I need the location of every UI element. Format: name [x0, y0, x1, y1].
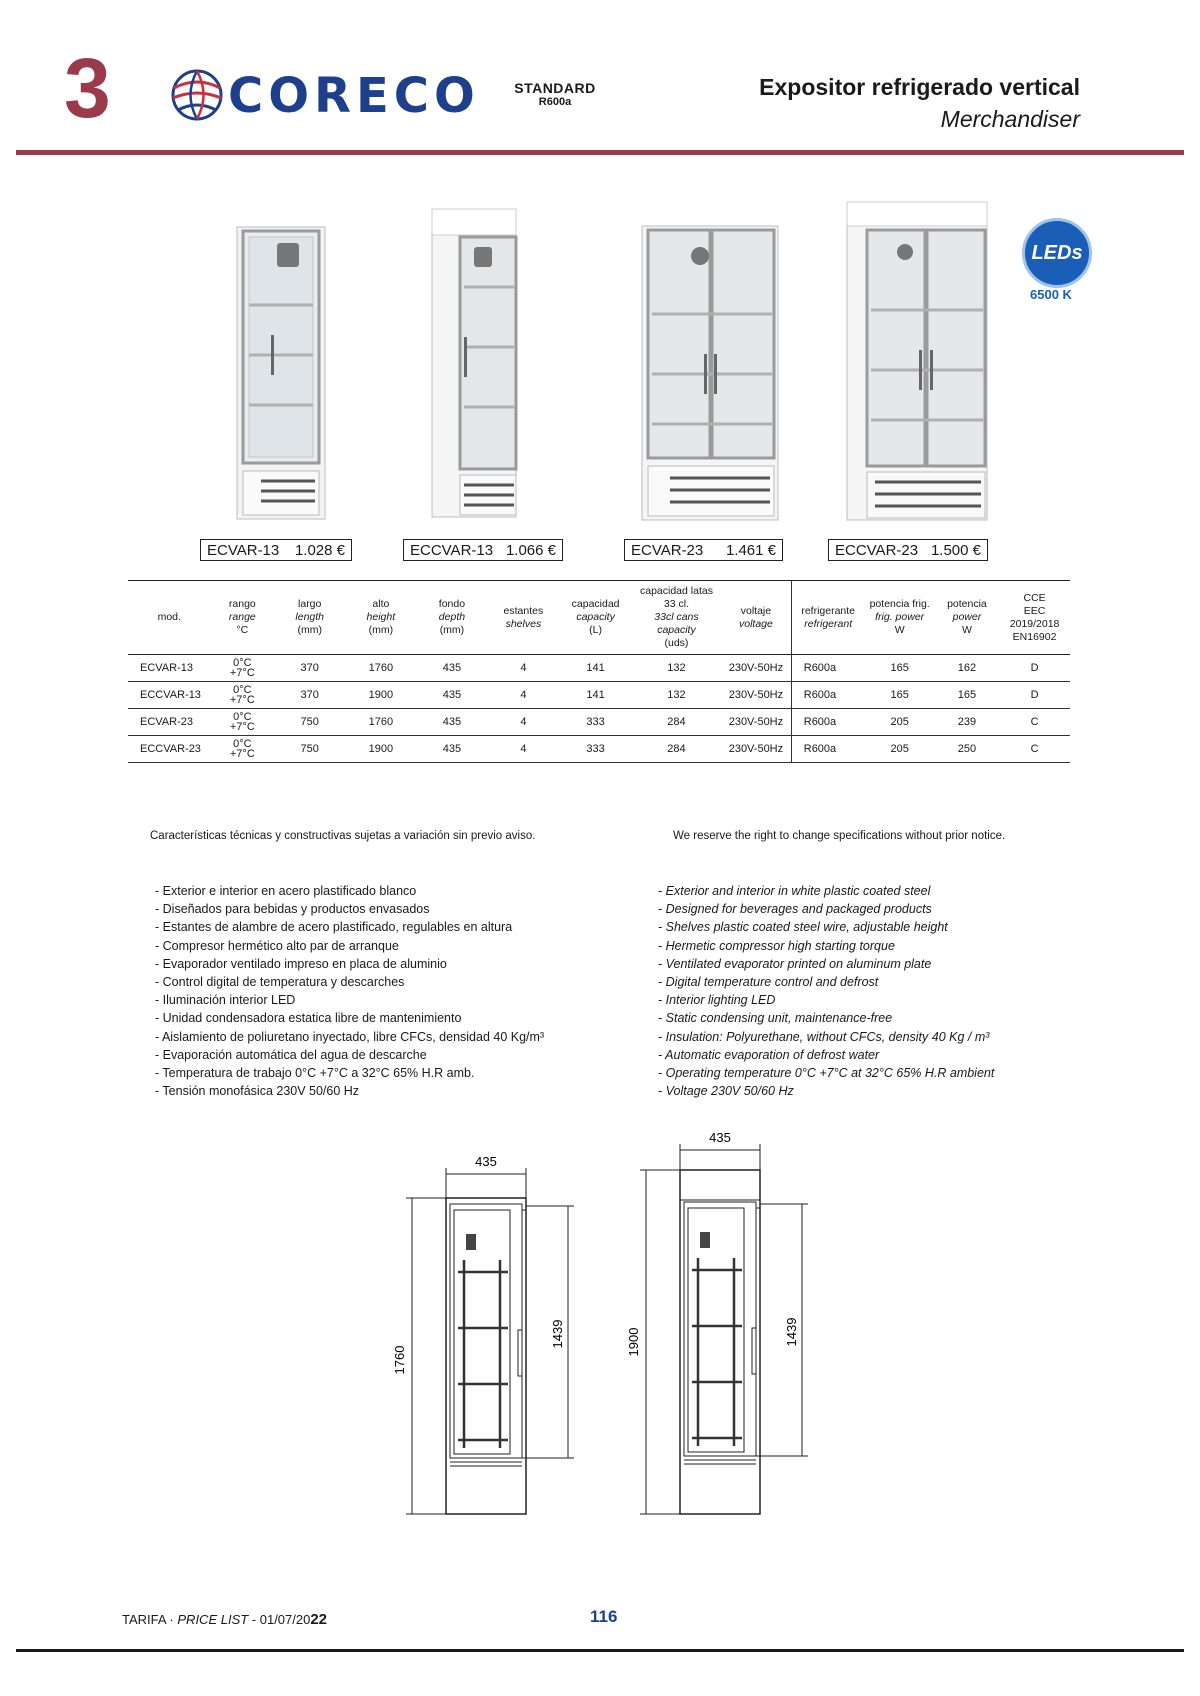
product-image-ecvar-23 — [640, 224, 782, 524]
list-item: - Interior lighting LED — [658, 993, 776, 1008]
dim-depth: 435 — [709, 1130, 731, 1145]
globe-logo-icon — [166, 66, 228, 124]
list-item: - Ventilated evaporator printed on aluminum plate — [658, 956, 932, 971]
dim-height: 1900 — [626, 1327, 641, 1357]
list-item: - Iluminación interior LED — [155, 993, 296, 1008]
list-item: - Hermetic compressor high starting torque — [658, 938, 895, 953]
header-divider — [16, 150, 1184, 155]
features-list-es — [155, 882, 544, 1100]
list-item: - Shelves plastic coated steel wire, adjustable height — [658, 920, 948, 935]
list-item: - Operating temperature 0°C +7°C at 32°C 65% H.R ambient — [658, 1066, 995, 1081]
col-length: largo length (mm) — [274, 581, 345, 655]
list-item: - Control digital de temperatura y descarches — [155, 975, 405, 990]
list-item: - Voltage 230V 50/60 Hz — [658, 1084, 794, 1099]
product-image-ecvar-13 — [235, 225, 330, 523]
page-number: 116 — [590, 1607, 618, 1626]
technical-drawing-1760 — [392, 1150, 582, 1520]
section-number: 3 — [64, 41, 111, 135]
list-item: - Static condensing unit, maintenance-free — [658, 1011, 893, 1026]
price-box-model: ECCVAR-13 — [410, 541, 494, 559]
technical-drawing-1900 — [626, 1128, 820, 1520]
price-box-model: ECVAR-13 — [207, 541, 280, 559]
notice-en: We reserve the right to change specifications without prior notice. — [673, 830, 1006, 842]
dim-inner-height: 1439 — [784, 1317, 799, 1347]
list-item: - Aislamiento de poliuretano inyectado, libre CFCs, densidad 40 Kg/m³ — [155, 1029, 545, 1044]
page-subtitle: Merchandiser — [940, 106, 1080, 132]
price-box-model: ECCVAR-23 — [835, 541, 919, 559]
specs-table — [128, 580, 1070, 763]
list-item: - Diseñados para bebidas y productos envasados — [155, 902, 430, 917]
price-box-price: 1.500 € — [930, 541, 981, 559]
product-image-eccvar-23 — [845, 200, 991, 524]
col-frig-power: potencia frig. frig. power W — [865, 581, 935, 655]
list-item: - Evaporación automática del agua de descarche — [155, 1047, 427, 1062]
footer-price-list: TARIFA · PRICE LIST - 01/07/2022 — [122, 1611, 328, 1628]
standard-label: STANDARD — [514, 80, 596, 96]
list-item: - Temperatura de trabajo 0°C +7°C a 32°C 65% H.R amb. — [155, 1066, 475, 1081]
col-refrigerant: refrigerante refrigerant — [791, 581, 864, 655]
page-title: Expositor refrigerado vertical — [759, 74, 1080, 100]
col-mod: mod. — [128, 581, 211, 655]
col-height: alto height (mm) — [345, 581, 416, 655]
dim-inner-height: 1439 — [550, 1319, 565, 1349]
table-row: ECVAR-13 0°C +7°C 370 1760 435 4 141 132 230V-50Hz R600a 165 162 D — [128, 655, 1070, 682]
footer-divider — [16, 1649, 1184, 1652]
table-row: ECCVAR-13 0°C +7°C 370 1900 435 4 141 132 230V-50Hz R600a 165 165 D — [128, 682, 1070, 709]
price-box-price: 1.066 € — [505, 541, 556, 559]
col-voltage: voltaje voltage — [721, 581, 791, 655]
table-row: ECVAR-23 0°C +7°C 750 1760 435 4 333 284 230V-50Hz R600a 205 239 C — [128, 709, 1070, 736]
product-image-eccvar-13 — [430, 207, 522, 523]
dim-depth: 435 — [475, 1154, 497, 1169]
list-item: - Tensión monofásica 230V 50/60 Hz — [155, 1084, 360, 1099]
refrigerant-label: R600a — [538, 96, 572, 108]
dim-height: 1760 — [392, 1345, 407, 1375]
price-box-eccvar-23 — [828, 539, 988, 561]
col-shelves: estantes shelves — [487, 581, 559, 655]
leds-badge-icon: LEDs — [1022, 218, 1092, 288]
price-box-price: 1.028 € — [294, 541, 345, 559]
list-item: - Digital temperature control and defrost — [658, 975, 879, 990]
leds-temperature: 6500 K — [1030, 287, 1072, 302]
notice-es: Características técnicas y constructivas sujetas a variación sin previo aviso. — [150, 830, 536, 842]
col-energy-class: CCE EEC 2019/2018 EN16902 — [999, 581, 1070, 655]
list-item: - Exterior e interior en acero plastificado blanco — [155, 884, 417, 898]
brand-name: CORECO — [228, 68, 480, 124]
price-box-eccvar-13 — [403, 539, 563, 561]
price-box-ecvar-23 — [624, 539, 783, 561]
list-item: - Automatic evaporation of defrost water — [658, 1047, 880, 1062]
col-power: potencia power W — [935, 581, 999, 655]
col-cans: capacidad latas 33 cl. 33cl cans capacity (uds) — [632, 581, 721, 655]
list-item: - Insulation: Polyurethane, without CFCs, density 40 Kg / m³ — [658, 1029, 990, 1044]
price-box-model: ECVAR-23 — [631, 541, 704, 559]
price-box-ecvar-13 — [200, 539, 352, 561]
table-row: ECCVAR-23 0°C +7°C 750 1900 435 4 333 284 230V-50Hz R600a 205 250 C — [128, 736, 1070, 763]
list-item: - Compresor hermético alto par de arranque — [155, 938, 399, 953]
standard-block — [500, 80, 610, 108]
list-item: - Evaporador ventilado impreso en placa de aluminio — [155, 956, 447, 971]
list-item: - Estantes de alambre de acero plastificado, regulables en altura — [155, 920, 513, 935]
features-list-en — [658, 882, 994, 1100]
col-range: rango range °C — [211, 581, 275, 655]
price-box-price: 1.461 € — [725, 541, 776, 559]
list-item: - Exterior and interior in white plastic coated steel — [658, 884, 931, 898]
col-depth: fondo depth (mm) — [416, 581, 487, 655]
table-header-row — [128, 581, 1070, 655]
col-capacity: capacidad capacity (L) — [559, 581, 631, 655]
list-item: - Unidad condensadora estatica libre de mantenimiento — [155, 1011, 462, 1026]
list-item: - Designed for beverages and packaged products — [658, 902, 932, 917]
